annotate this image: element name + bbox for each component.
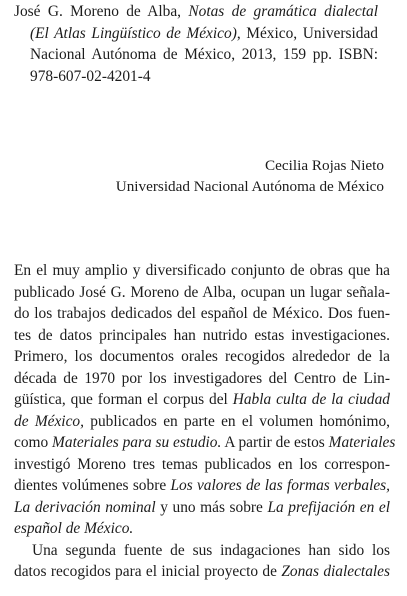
reviewer-affiliation: Universidad Nacional Autónoma de México (115, 178, 384, 195)
body-line: do los trabajos dedicados del español de México. Dos fuen- (14, 305, 390, 322)
citation-line-3: Nacional Autónoma de México, 2013, 159 pp. ISBN: (30, 46, 378, 63)
italic-title: español de México. (14, 520, 134, 537)
body-line: década de 1970 por los investigadores del Centro de Lin- (14, 369, 390, 387)
italic-title: La prefijación en el (267, 498, 391, 516)
body-line (14, 497, 390, 519)
citation-publisher: , México, Universidad (236, 24, 378, 42)
citation-title: Notas de gramática dialectal (188, 3, 378, 20)
review-body (14, 260, 396, 583)
italic-title: La derivación nominal (14, 498, 156, 516)
body-text-span: güística, que forman el corpus del (14, 391, 233, 408)
body-line: Primero, los documentos orales recogidos alrededor de la (14, 348, 390, 365)
body-line: En el muy amplio y diversificado conjunto de obras que ha (14, 262, 390, 279)
italic-title: Materiales para su estudio. (52, 434, 222, 451)
italic-title: de México, (14, 412, 84, 430)
italic-title: Zonas dialectales (281, 563, 391, 580)
body-line-paragraph-start: Una segunda fuente de sus indagaciones han sido los (32, 541, 390, 559)
reviewer-block (116, 155, 384, 197)
body-text-span: como (14, 434, 53, 451)
citation-author: José G. Moreno de Alba, (14, 3, 189, 20)
italic-title: Los valores de las formas verbales, (170, 477, 391, 494)
body-text-span: dientes volúmenes sobre (14, 477, 171, 494)
book-citation (14, 1, 378, 87)
citation-subtitle: (El Atlas Lingüístico de México) (30, 24, 237, 42)
body-line: investigó Moreno tres temas publicados en los correspon- (14, 455, 390, 473)
body-text-span: y uno más sobre (155, 498, 268, 516)
body-line (14, 432, 396, 454)
italic-title: Materiales (328, 434, 396, 451)
citation-line-1 (14, 1, 378, 23)
body-text-span: datos recogidos para el inicial proyecto de (14, 563, 282, 580)
citation-isbn: 978-607-02-4201-4 (30, 67, 151, 85)
body-text-span: A partir de estos (221, 434, 329, 451)
body-line (14, 411, 390, 433)
body-line (14, 475, 390, 497)
body-line: publicado José G. Moreno de Alba, ocupan un lugar señala- (14, 283, 390, 301)
body-text-span: publicados en parte en el volumen homónimo, (83, 412, 390, 430)
body-line: tes de datos principales han nutrido estas investigaciones. (14, 326, 390, 344)
body-line (14, 389, 390, 411)
citation-line-2 (14, 23, 378, 45)
body-line (14, 518, 390, 540)
body-line (14, 561, 390, 583)
reviewer-name: Cecilia Rojas Nieto (265, 157, 384, 174)
italic-title: Habla culta de la ciudad (232, 391, 390, 408)
